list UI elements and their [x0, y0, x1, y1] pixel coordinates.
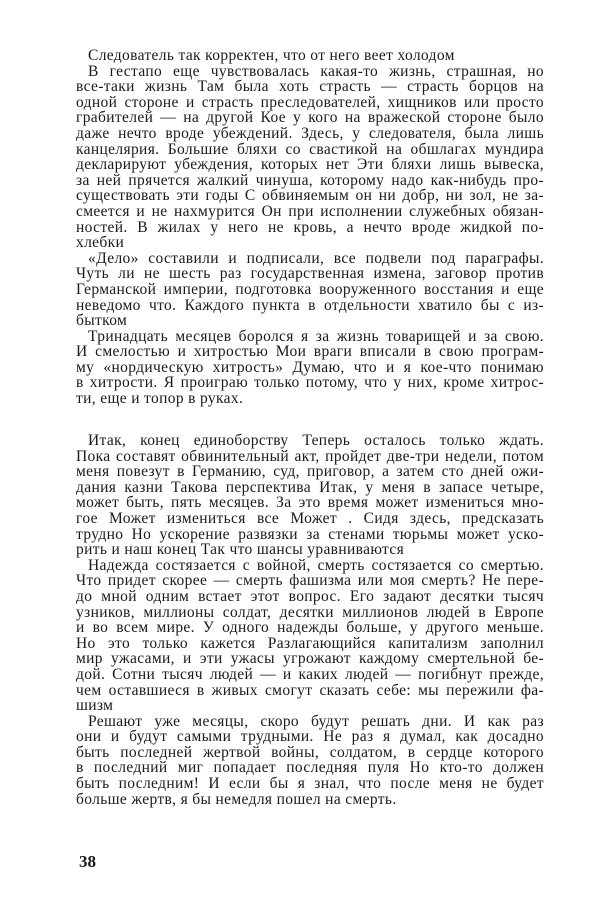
- text-line: за ней прячется жалкий чинуша, которому надо как-нибудь про-: [76, 171, 544, 189]
- text-line: трудно Но ускорение развязки за стенами тюрьмы может уско-: [76, 525, 544, 543]
- text-line: Пока составят обвинительный акт, пройдет две-три недели, потом: [76, 447, 544, 465]
- text-line: грабителей — на другой Кое у кого на вражеской стороне было: [76, 109, 544, 127]
- text-line: декларируют убеждения, которых нет Эти бляхи лишь вывеска,: [76, 156, 544, 174]
- text-line: Германской империи, подготовка вооруженного восстания и еще: [76, 280, 544, 298]
- text-line: дой. Сотни тысяч людей — и каких людей — погибнут прежде,: [76, 665, 544, 683]
- text-line: и во всем мире. У одного надежды больше, у другого меньше.: [76, 619, 544, 637]
- text-line: они и будут самыми трудными. Не раз я думал, как досадно: [76, 728, 544, 746]
- text-line: гое Может измениться все Может . Сидя здесь, предсказать: [76, 509, 544, 527]
- page-number: 38: [79, 852, 96, 871]
- text-line: существовать эти годы С обвиняемым он ни добр, ни зол, не за-: [76, 187, 544, 205]
- text-block-top: [76, 48, 544, 407]
- text-line: «Дело» составили и подписали, все подвели под параграфы.: [88, 249, 544, 267]
- text-line: узников, миллионы солдат, десятки миллионов людей в Европе: [76, 603, 544, 621]
- text-line: меня повезут в Германию, суд, приговор, а затем сто дней ожи-: [76, 463, 544, 481]
- text-line: Итак, конец единоборству Теперь осталось только ждать.: [88, 432, 544, 449]
- text-line: быть последним! И если бы я знал, что после меня не будет: [76, 775, 544, 793]
- text-line: Решают уже месяцы, скоро будут решать дни. И как раз: [88, 712, 544, 730]
- text-line: ностей. В жилах у него не кровь, а нечто вроде жидкой по-: [76, 218, 544, 236]
- text-line: все-таки жизнь Там была хоть страсть — страсть борцов на: [76, 78, 544, 96]
- text-line: мир ужасами, и эти ужасы угрожают каждому смертельной бе-: [76, 650, 544, 668]
- text-line: рить и наш конец Так что шансы уравниваются: [76, 541, 405, 559]
- text-line: Надежда состязается с войной, смерть состязается со смертью.: [88, 556, 544, 574]
- text-line: бытком: [76, 312, 128, 330]
- text-line: до мной одним встает этот вопрос. Его задают десятки тысяч: [76, 587, 544, 605]
- text-line: И смелостью и хитростью Мои враги вписали в свою програм-: [76, 343, 544, 361]
- text-line: Что придет скорее — смерть фашизма или моя смерть? Не пере-: [76, 572, 544, 590]
- text-line: может быть, пять месяцев. За это время может измениться мно-: [76, 494, 544, 512]
- text-line: шизм: [76, 697, 114, 715]
- text-line: в последний миг попадает последняя пуля Но кто-то должен: [76, 759, 544, 777]
- text-line: в хитрости. Я проиграю только потому, что у них, кроме хитрос-: [76, 374, 544, 392]
- text-line: быть последней жертвой войны, солдатом, в сердце которого: [76, 743, 544, 761]
- text-line: Следователь так корректен, что от него веет холодом: [88, 47, 455, 64]
- text-line: смеется и не нахмурится Он при исполнении служебных обязан-: [76, 202, 544, 220]
- text-line: му «нордическую хитрость» Думаю, что и я кое-что понимаю: [76, 358, 544, 376]
- text-line: Тринадцать месяцев боролся я за жизнь товарищей и за свою.: [88, 327, 544, 345]
- text-line: канцелярия. Большие бляхи со свастикой на обшлагах мундира: [76, 140, 544, 158]
- text-line: В гестапо еще чувствовалась какая-то жизнь, страшная, но: [88, 62, 544, 80]
- text-line: хлебки: [76, 234, 125, 252]
- text-line: больше жертв, я бы немедля пошел на смерть.: [76, 790, 397, 808]
- text-block-bottom: [76, 433, 544, 807]
- text-line: ти, еще и топор в руках.: [76, 390, 244, 408]
- text-line: Но это только кажется Разлагающийся капитализм заполнил: [76, 634, 544, 652]
- text-line: одной стороне и страсть преследователей, хищников или просто: [76, 93, 544, 111]
- text-line: неведомо что. Каждого пункта в отдельности хватило бы с из-: [76, 296, 544, 314]
- text-line: Чуть ли не шесть раз государственная измена, заговор против: [76, 265, 544, 283]
- text-line: дания казни Такова перспектива Итак, у меня в запасе четыре,: [76, 478, 544, 496]
- text-line: даже нечто вроде убеждений. Здесь, у следователя, была лишь: [76, 124, 544, 142]
- text-line: чем оставшиеся в живых смогут сказать себе: мы пережили фа-: [76, 681, 544, 699]
